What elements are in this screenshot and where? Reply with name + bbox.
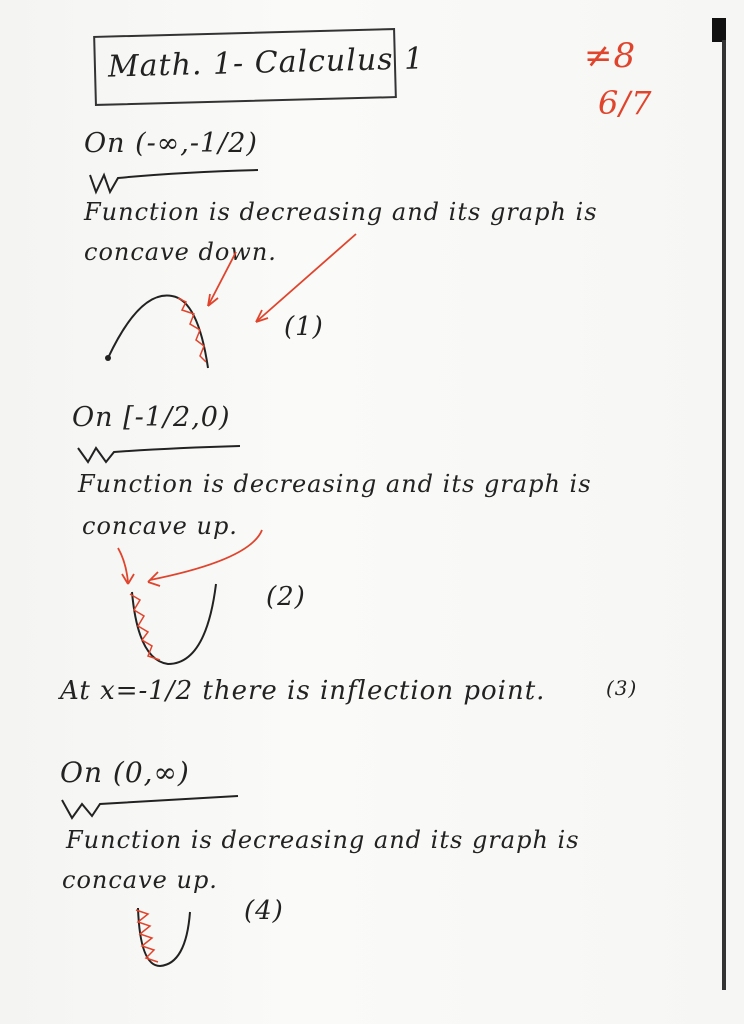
section-4-line2: concave up. <box>62 866 218 894</box>
graph-label-2: (2) <box>266 582 306 612</box>
interval-4-underline <box>62 796 238 818</box>
grade-score: 6/7 <box>598 84 653 122</box>
arrow-1b <box>256 234 356 322</box>
graph-label-4: (4) <box>244 896 284 926</box>
interval-4: On (0,∞) <box>60 756 190 789</box>
statement-label-3: (3) <box>606 676 638 700</box>
arrow-2a <box>150 530 262 580</box>
page-title: Math. 1- Calculus 1 <box>107 41 425 85</box>
graph-label-1: (1) <box>284 312 324 342</box>
graph-2-concave-up <box>130 584 216 664</box>
graph-4-concave-up <box>136 908 190 966</box>
section-2-line2: concave up. <box>82 512 238 540</box>
interval-2-underline <box>78 446 240 462</box>
section-1-line2: concave down. <box>84 238 277 266</box>
arrow-1a <box>208 252 236 306</box>
interval-1: On (-∞,-1/2) <box>84 128 258 159</box>
inflection-statement: At x=-1/2 there is inflection point. <box>60 676 546 706</box>
grade-number: ≠8 <box>584 36 637 76</box>
section-4-line1: Function is decreasing and its graph is <box>66 826 580 854</box>
interval-2: On [-1/2,0) <box>72 402 231 433</box>
section-2-line1: Function is decreasing and its graph is <box>78 470 592 498</box>
graph-1-concave-down <box>105 296 208 368</box>
interval-1-underline <box>90 170 258 192</box>
section-1-line1: Function is decreasing and its graph is <box>84 198 598 226</box>
